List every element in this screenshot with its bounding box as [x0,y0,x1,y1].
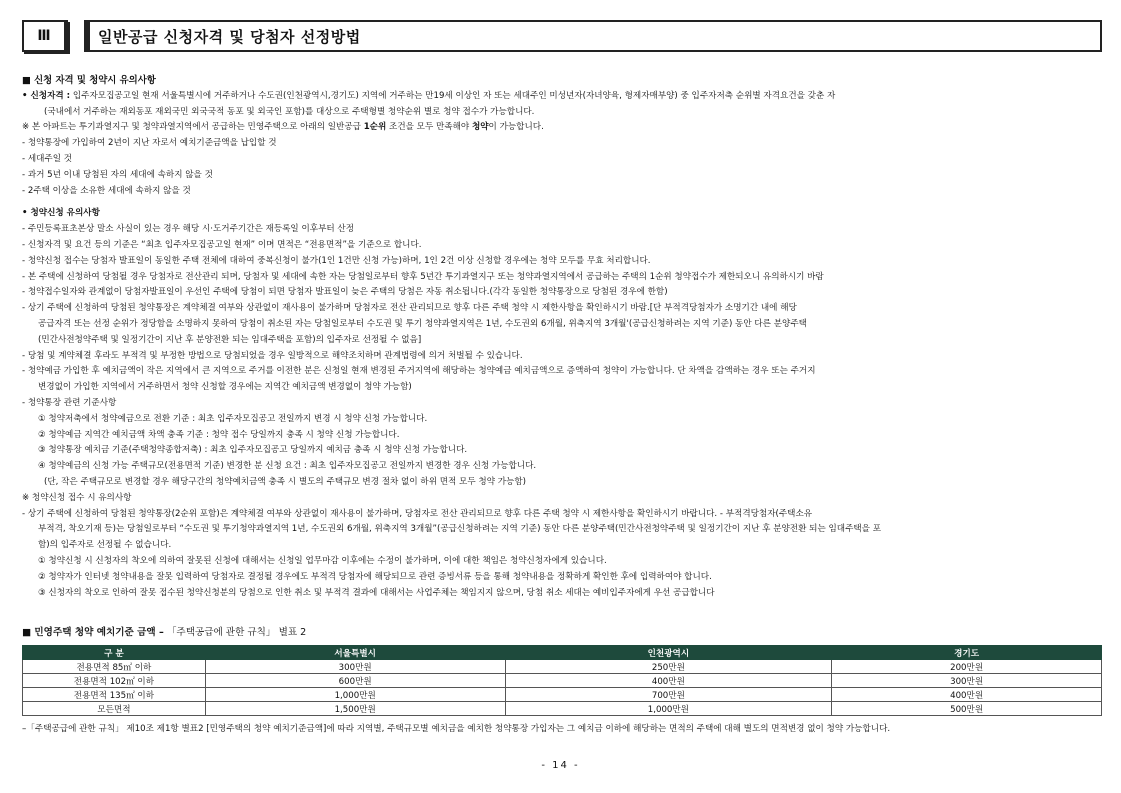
table-header-row [23,646,1102,660]
caution-item: ② 청약자가 인터넷 청약내용을 잘못 입력하여 당첨자로 결정될 경우에도 부적격 당첨자에 해당되므로 관련 증빙서류 등을 통해 청약내용을 정확하게 확인한 후에 입력하여야 합니다. [38,571,712,582]
note-line: 부적격, 착오기재 등)는 당첨일로부터 “수도권 및 투기청약과열지역 1년, 수도권외 6개월, 위축지역 3개월”(공급신청하려는 지역 기준) 동안 다른 분양주택(민간사전청약주택 및 일정기간이 지난 후 분양전환 되는 임대주택을 포 [38,524,882,535]
table-cell: 400만원 [832,688,1102,702]
table-cell: 300만원 [205,660,505,674]
note-line: - 청약접수일자와 관계없이 당첨자발표일이 우선인 주택에 당첨이 되면 당첨자 발표일이 늦은 주택의 당첨은 자동 취소됩니다.(각각 동일한 청약통장으로 당첨된 경우에 한함) [22,287,668,298]
note-line: - 신청자격 및 요건 등의 기준은 “최초 입주자모집공고일 현재” 이며 면적은 “전용면적”을 기준으로 합니다. [22,239,422,250]
criteria-item: (단, 작은 주택규모로 변경할 경우 해당구간의 청약예치금액 충족 시 별도의 주택규모 변경 절차 없이 하위 면적 모두 청약 가능함) [44,476,526,487]
caution-item: ① 청약신청 시 신청자의 착오에 의하여 잘못된 신청에 대해서는 신청일 업무마감 이후에는 수정이 불가하며, 이에 대한 책임은 청약신청자에게 있습니다. [38,555,607,566]
note-line: (민간사전청약주택 및 일정기간이 지난 후 분양전환 되는 임대주택을 포함)의 입주자로 선정될 수 없음] [38,334,422,345]
note-line: - 상기 주택에 신청하여 당첨된 청약통장(2순위 포함)은 계약체결 여부와 상관없이 재사용이 불가하며, 당첨자로 전산 관리되므로 향후 다른 주택 청약 시 제한사항을 확인하시기 바랍니다. - 부적격당첨자(주택소유 [22,508,813,519]
condition-item: - 세대주일 것 [22,153,73,164]
deposit-table [22,645,1102,716]
table-cell: 전용면적 102㎡ 이하 [23,674,206,688]
table-cell: 1,000만원 [205,688,505,702]
caution-item: ③ 신청자의 착오로 인하여 잘못 접수된 청약신청분의 당첨으로 인한 취소 및 부적격 결과에 대해서는 사업주체는 책임지지 않으며, 당첨 취소 세대는 예비입주자에게 우선 공급합니다 [38,587,715,598]
table-cell: 200만원 [832,660,1102,674]
table-header: 서울특별시 [205,646,505,660]
heading-eligibility: ■ 신청 자격 및 청약시 유의사항 [22,75,156,86]
table-cell: 400만원 [505,674,832,688]
eligibility-text: • 신청자격 : 입주자모집공고일 현재 서울특별시에 거주하거나 수도권(인천광역시,경기도) 지역에 거주하는 만19세 이상인 자 또는 세대주인 미성년자(자녀양육, 형제자매부양) 중 입주자저축 순위별 자격요건을 갖춘 자 [22,90,836,101]
section-number: Ⅲ [22,20,68,52]
note-line: - 청약신청 접수는 당첨자 발표일이 동일한 주택 전체에 대하여 중복신청이 불가(1인 1건만 신청 가능)하며, 1인 2건 이상 신청할 경우에는 청약 모두를 무효 처리합니다. [22,255,651,266]
table-row [23,702,1102,716]
condition-item: - 청약통장에 가입하여 2년이 지난 자로서 예치기준금액을 납입할 것 [22,138,277,149]
table-cell: 300만원 [832,674,1102,688]
criteria-item: ③ 청약통장 예치금 기준(주택청약종합저축) : 최초 입주자모집공고 당일까지 예치금 충족 시 청약 신청 가능합니다. [38,445,468,456]
apt-note: ※ 본 아파트는 투기과열지구 및 청약과열지역에서 공급하는 민영주택으로 아래의 일반공급 1순위 조건을 모두 만족해야 청약이 가능합니다. [22,122,544,133]
condition-item: - 2주택 이상을 소유한 세대에 속하지 않을 것 [22,185,191,196]
table-header: 인천광역시 [505,646,832,660]
criteria-item: ② 청약예금 지역간 예치금액 차액 충족 기준 : 청약 접수 당일까지 충족 시 청약 신청 가능합니다. [38,429,400,440]
page-number: - 14 - [541,760,580,771]
section-header [22,20,1102,52]
section-title: 일반공급 신청자격 및 당첨자 선정방법 [84,20,1102,52]
note-line: 공급자격 또는 선정 순위가 정당함을 소명하지 못하여 당첨이 취소된 자는 당첨일로부터 수도권 및 투기 청약과열지역은 1년, 수도권외 6개월, 위축지역 3개월'(공급신청하려는 지역 기준) 동안 다른 분양주택 [38,318,807,329]
note-line: ※ 청약신청 접수 시 유의사항 [22,492,132,503]
condition-item: - 과거 5년 이내 당첨된 자의 세대에 속하지 않을 것 [22,169,213,180]
table-cell: 1,000만원 [505,702,832,716]
eligibility-label: • 신청자격 : [22,90,71,101]
table-row [23,660,1102,674]
eligibility-text-cont: (국내에서 거주하는 재외동포 재외국민 외국국적 동포 및 외국인 포함)를 대상으로 주택형별 청약순위 별로 청약 접수가 가능합니다. [44,106,535,117]
table-cell: 전용면적 85㎡ 이하 [23,660,206,674]
heading-deposit: ■ 민영주택 청약 예치기준 금액 – 「주택공급에 관한 규칙」 별표 2 [22,627,307,638]
table-cell: 250만원 [505,660,832,674]
main-content [22,73,1102,601]
table-header: 경기도 [832,646,1102,660]
heading-notes: • 청약신청 유의사항 [22,208,100,219]
note-line: - 주민등록표초본상 말소 사실이 있는 경우 해당 시·도거주기간은 재등록일 이후부터 산정 [22,224,355,235]
deposit-footnote: –「주택공급에 관한 규칙」 제10조 제1항 별표2 [민영주택의 청약 예치기준금액]에 따라 지역별, 주택규모별 예치금을 예치한 청약통장 가입자는 그 예치금 이하에 해당하는 면적의 주택에 대해 별도의 면적변경 없이 청약 가능합니다. [22,724,891,734]
table-cell: 전용면적 135㎡ 이하 [23,688,206,702]
note-line: - 본 주택에 신청하여 당첨될 경우 당첨자로 전산관리 되며, 당첨자 및 세대에 속한 자는 당첨일로부터 향후 5년간 투기과열지구 또는 청약과열지역에서 공급하는 주택의 1순위 청약접수가 제한되오니 유의하시기 바람 [22,271,824,282]
note-line: 변경없이 가입한 지역에서 거주하면서 청약 신청할 경우에는 지역간 예치금액 변경없이 청약 가능함) [38,382,412,393]
table-cell: 1,500만원 [205,702,505,716]
table-cell: 700만원 [505,688,832,702]
table-header: 구 분 [23,646,206,660]
criteria-item: ① 청약저축에서 청약예금으로 전환 기준 : 최초 입주자모집공고 전일까지 변경 시 청약 신청 가능합니다. [38,413,428,424]
criteria-item: ④ 청약예금의 신청 가능 주택규모(전용면적 기준) 변경한 분 신청 요건 : 최초 입주자모집공고 전일까지 변경한 경우 신청 가능합니다. [38,461,537,472]
note-line: - 당첨 및 계약체결 후라도 부적격 및 부정한 방법으로 당첨되었을 경우 일방적으로 해약조치하며 관계법령에 의거 처벌될 수 있습니다. [22,350,523,361]
note-line: 함)의 입주자로 선정될 수 없습니다. [38,540,172,551]
table-cell: 500만원 [832,702,1102,716]
note-line: - 청약예금 가입한 후 예치금액이 작은 지역에서 큰 지역으로 주거를 이전한 분은 신청일 현재 변경된 주거지역에 해당하는 청약예금 예치금액으로 증액하여 청약이 가능합니다. 단 차액을 감액하는 경우 또는 주거지 [22,366,816,377]
table-cell: 모든면적 [23,702,206,716]
table-row [23,674,1102,688]
note-line: - 상기 주택에 신청하여 당첨된 청약통장은 계약체결 여부와 상관없이 재사용이 불가하며 당첨자로 전산 관리되므로 향후 다른 주택 청약 시 제한사항을 확인하시기 바람.[단 부적격당첨자가 소명기간 내에 해당 [22,303,797,314]
table-row [23,688,1102,702]
note-line: - 청약통장 관련 기준사항 [22,397,117,408]
table-cell: 600만원 [205,674,505,688]
